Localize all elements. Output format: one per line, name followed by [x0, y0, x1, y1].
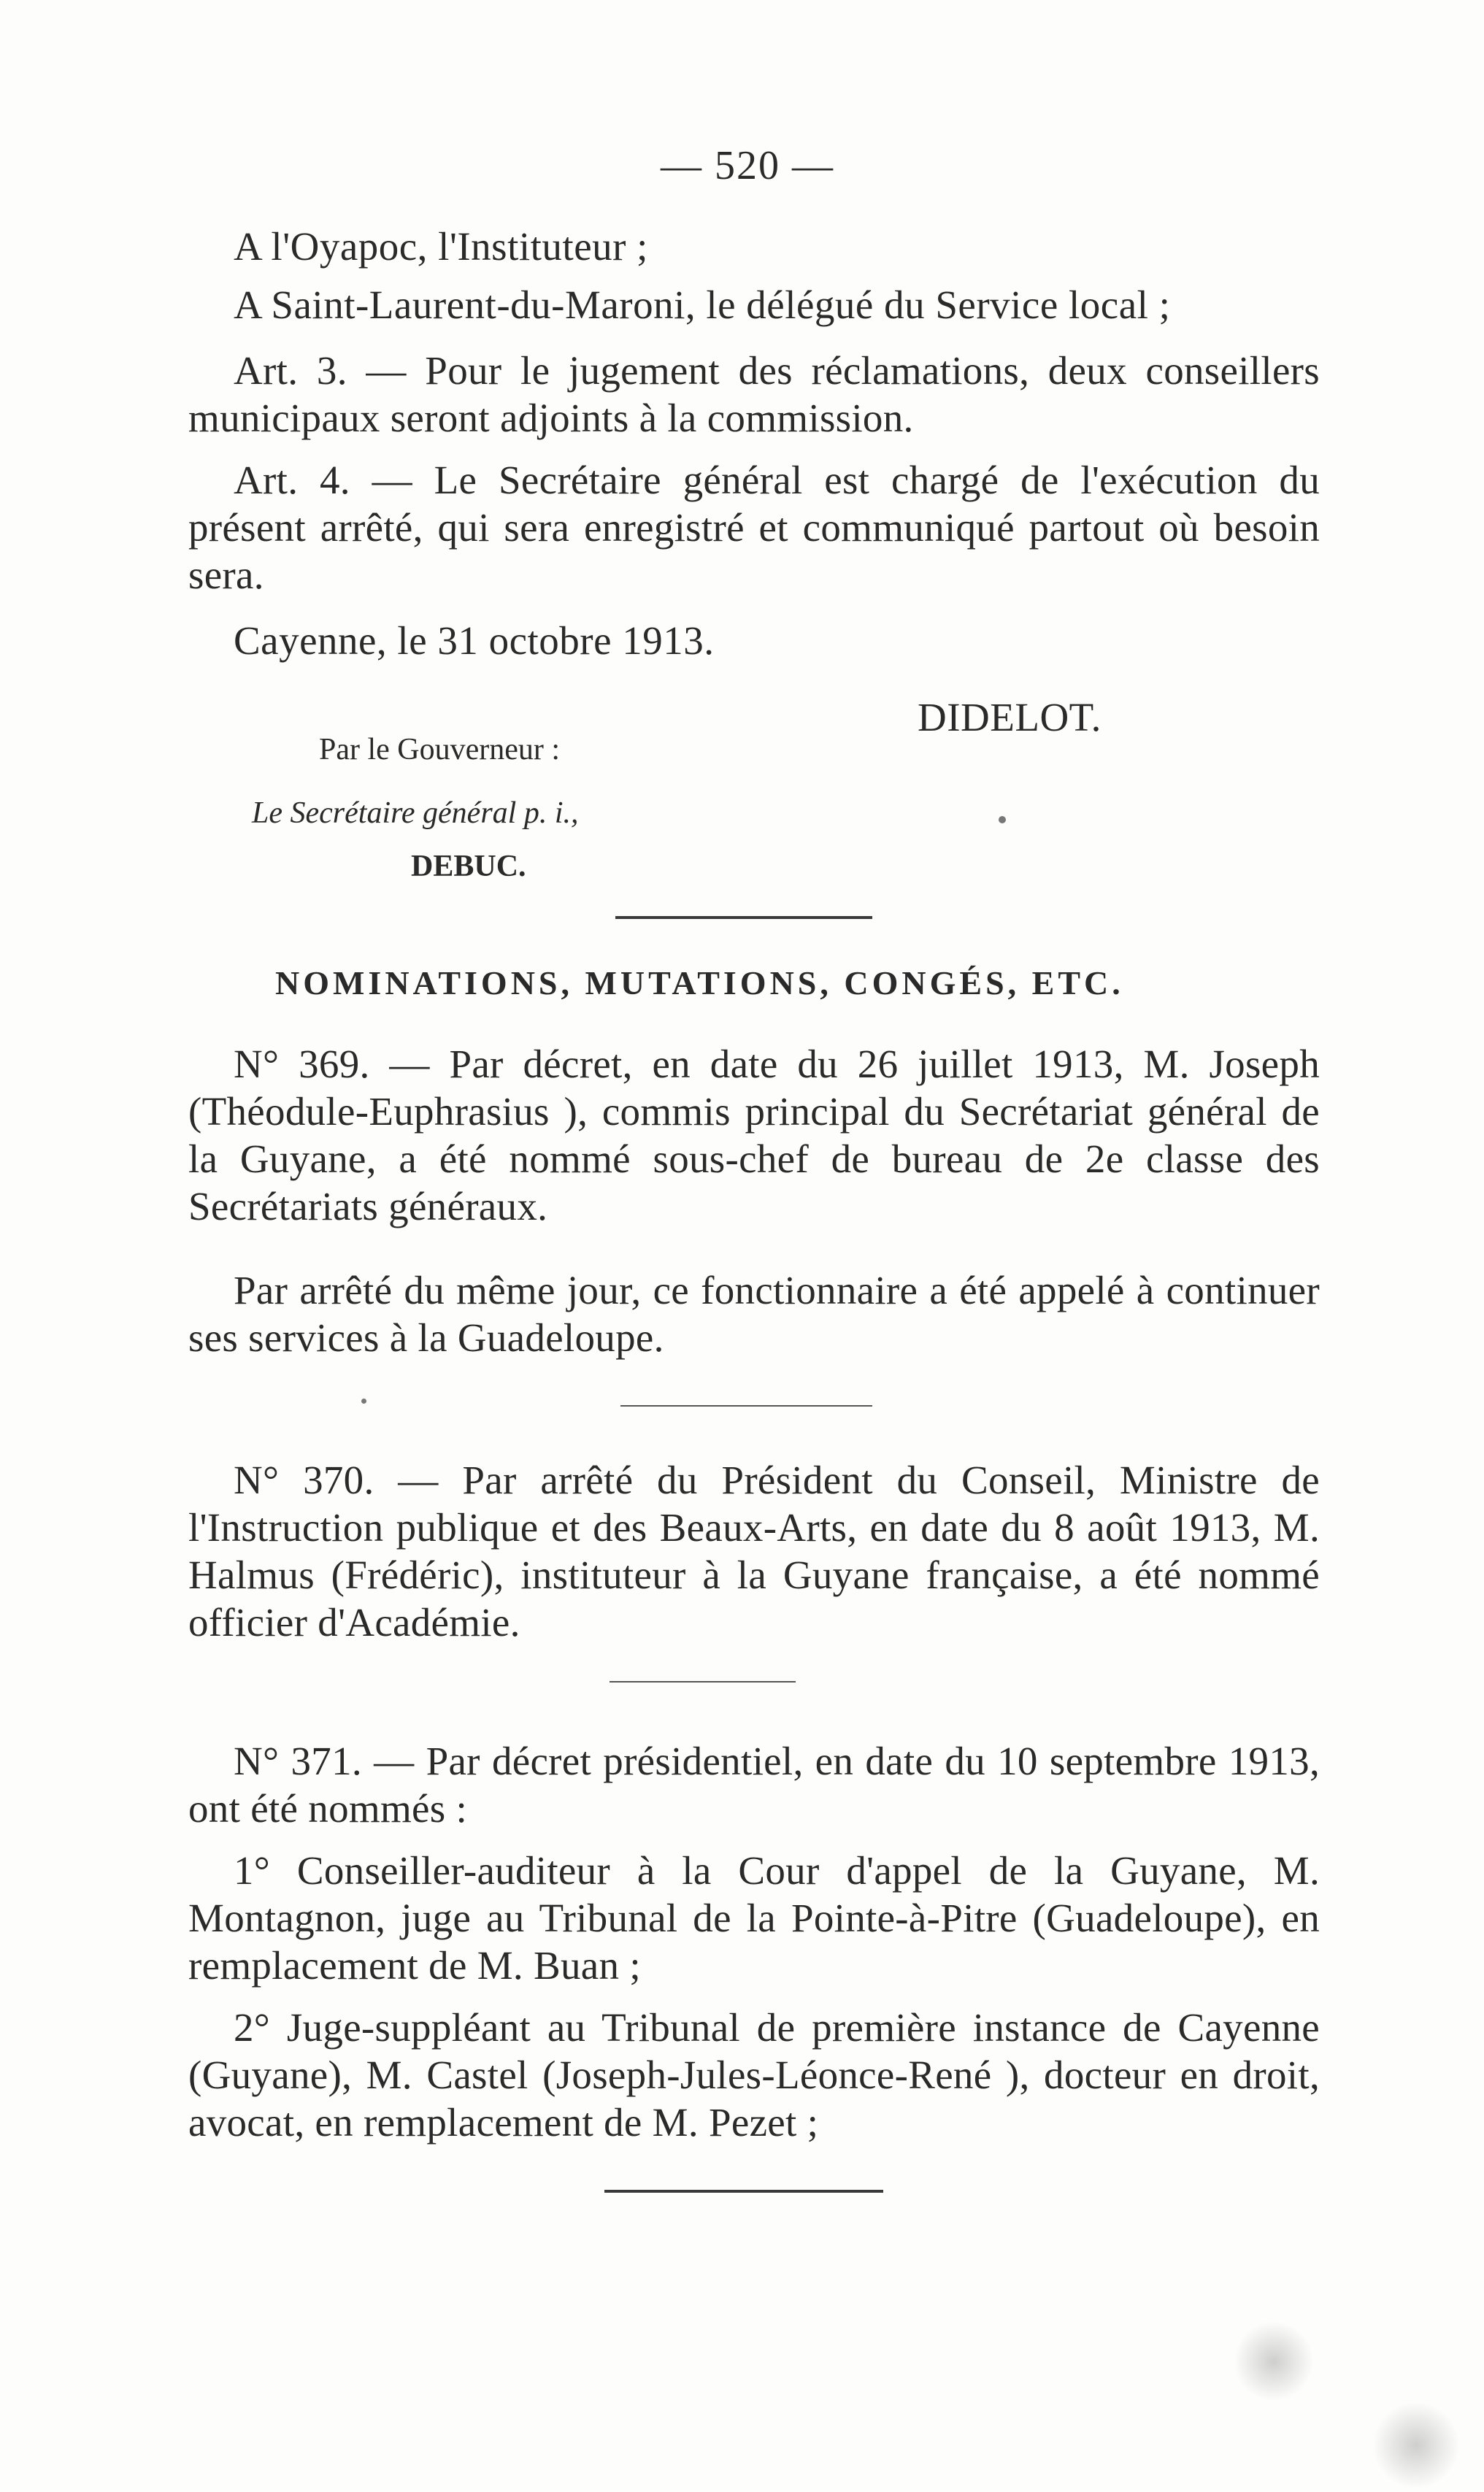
entry-370: N° 370. — Par arrêté du Président du Conseil, Ministre de l'Instruction publique et des Beaux-Arts, en date du 8 août 1913, M. Halmus (Frédéric), instituteur à la Guyane française, a été nommé officier d'Académie.	[188, 1458, 1320, 1645]
entry-371-item-1: 1° Conseiller-auditeur à la Cour d'appel de la Guyane, M. Montagnon, juge au Tribunal de la Pointe-à-Pitre (Guadeloupe), en remplacement de M. Buan ;	[188, 1848, 1320, 1988]
entry-369-followup: Par arrêté du même jour, ce fonctionnaire a été appelé à continuer ses services à la Guadeloupe.	[188, 1268, 1320, 1360]
signer-name: DIDELOT.	[918, 695, 1102, 739]
par-le-gouverneur: Par le Gouverneur :	[319, 733, 561, 766]
line-oyapoc: A l'Oyapoc, l'Instituteur ;	[234, 224, 648, 269]
secretaire-name: DEBUC.	[411, 850, 526, 883]
line-saint-laurent: A Saint-Laurent-du-Maroni, le délégué du Service local ;	[234, 282, 1171, 327]
secretaire-general: Le Secrétaire général p. i.,	[252, 796, 579, 830]
separator-rule	[620, 1405, 872, 1407]
ink-speck	[361, 1399, 366, 1404]
section-heading: NOMINATIONS, MUTATIONS, CONGÉS, ETC.	[275, 964, 1124, 1001]
page-number: — 520 —	[661, 143, 834, 188]
place-date: Cayenne, le 31 octobre 1913.	[234, 618, 715, 663]
entry-371-intro: N° 371. — Par décret présidentiel, en date du 10 septembre 1913, ont été nommés :	[188, 1739, 1320, 1831]
separator-rule	[615, 916, 872, 919]
separator-rule	[604, 2190, 883, 2193]
paper-smudge	[1372, 2401, 1460, 2489]
article-4: Art. 4. — Le Secrétaire général est chargé de l'exécution du présent arrêté, qui sera enregistré et communiqué partout où besoin sera.	[188, 458, 1320, 597]
entry-371-item-2: 2° Juge-suppléant au Tribunal de première instance de Cayenne (Guyane), M. Castel (Joseph-Jules-Léonce-René ), docteur en droit, avocat, en remplacement de M. Pezet ;	[188, 2005, 1320, 2145]
entry-369: N° 369. — Par décret, en date du 26 juillet 1913, M. Joseph (Théodule-Euphrasius ), commis principal du Secrétariat général de la Guyane, a été nommé sous-chef de bureau de 2e classe des Secrétariats généraux.	[188, 1042, 1320, 1228]
separator-rule	[610, 1681, 796, 1683]
paper-smudge	[1234, 2321, 1314, 2401]
article-3: Art. 3. — Pour le jugement des réclamations, deux conseillers municipaux seront adjoints à la commission.	[188, 348, 1320, 440]
ink-speck	[999, 816, 1006, 823]
